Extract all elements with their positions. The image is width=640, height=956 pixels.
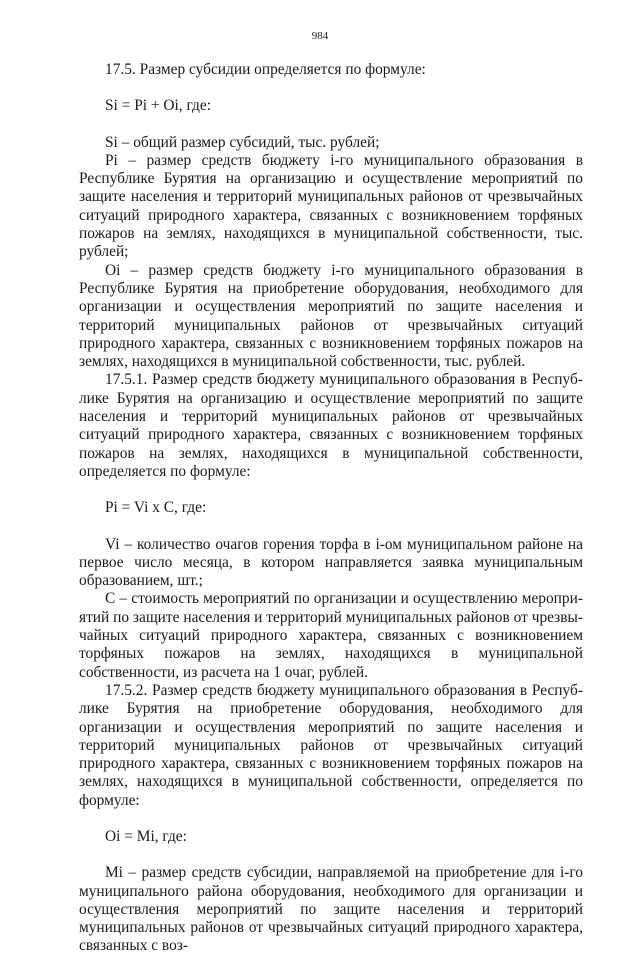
definition-pi: Pi – размер средств бюджету i-го муниципального образования в Республике Бурятия на организацию и осуществление мероприятий по защите населения и территорий муниципальных районов от чрезвычайных ситуаций природного характера, связанных с возникновением торфяных пожаров на землях, находящихся в муниципальной собственности, тыс. рублей; xyxy=(79,151,583,261)
paragraph-17-5-2: 17.5.2. Размер средств бюджету муниципального образования в Республике Бурятия на приобретение оборудования, необходимого для организации и осуществления мероприятий по защите населения и территорий муниципальных районов от чрезвычайных ситуаций природного характера, связанных с возникновением торфяных пожаров на землях, находящихся в муниципальной собственности, определяется по формуле: xyxy=(79,681,583,809)
definition-oi: Oi – размер средств бюджету i-го муниципального образования в Республике Бурятия на приобретение оборудования, необходимого для организации и осуществления мероприятий по защите населения и территорий муниципальных районов от чрезвычайных ситуаций природного характера, связанных с возникновением торфяных пожаров на землях, находящихся в муниципальной собственности, тыс. рублей. xyxy=(79,261,583,371)
formula-si: Si = Pi + Oi, где: xyxy=(105,97,211,115)
definition-vi: Vi – количество очагов горения торфа в i-ом муниципальном районе на первое число месяца, в котором направляется заявка муниципальным образованием, шт.; xyxy=(79,535,583,590)
definition-mi: Mi – размер средств субсидии, направляемой на приобретение для i-го муниципального района оборудования, необходимого для организации и осуществления мероприятий по защите населения и территорий муниципальных районов от чрезвычайных ситуаций природного характера, связанных с воз- xyxy=(79,864,583,955)
document-body xyxy=(79,61,583,956)
paragraph-17-5: 17.5. Размер субсидии определяется по формуле: xyxy=(105,61,426,78)
formula-pi: Pi = Vi x C, где: xyxy=(105,499,207,517)
page-number: 984 xyxy=(311,30,329,42)
definition-c: C – стоимость мероприятий по организации и осуществлению мероприятий по защите населения и территорий муниципальных районов от чрезвычайных ситуаций природного характера, связанных с возникновением торфяных пожаров на землях, находящихся в муниципальной собственности, из расчета на 1 очаг, рублей. xyxy=(79,590,583,681)
definition-si: Si – общий размер субсидий, тыс. рублей; xyxy=(105,133,380,151)
formula-oi: Oi = Mi, где: xyxy=(105,827,187,845)
paragraph-17-5-1: 17.5.1. Размер средств бюджету муниципального образования в Республике Бурятия на организацию и осуществление мероприятий по защите населения и территорий муниципальных районов от чрезвычайных ситуаций природного характера, связанных с возникновением торфяных пожаров на землях, находящихся в муниципальной собственности, определяется по формуле: xyxy=(79,371,583,480)
